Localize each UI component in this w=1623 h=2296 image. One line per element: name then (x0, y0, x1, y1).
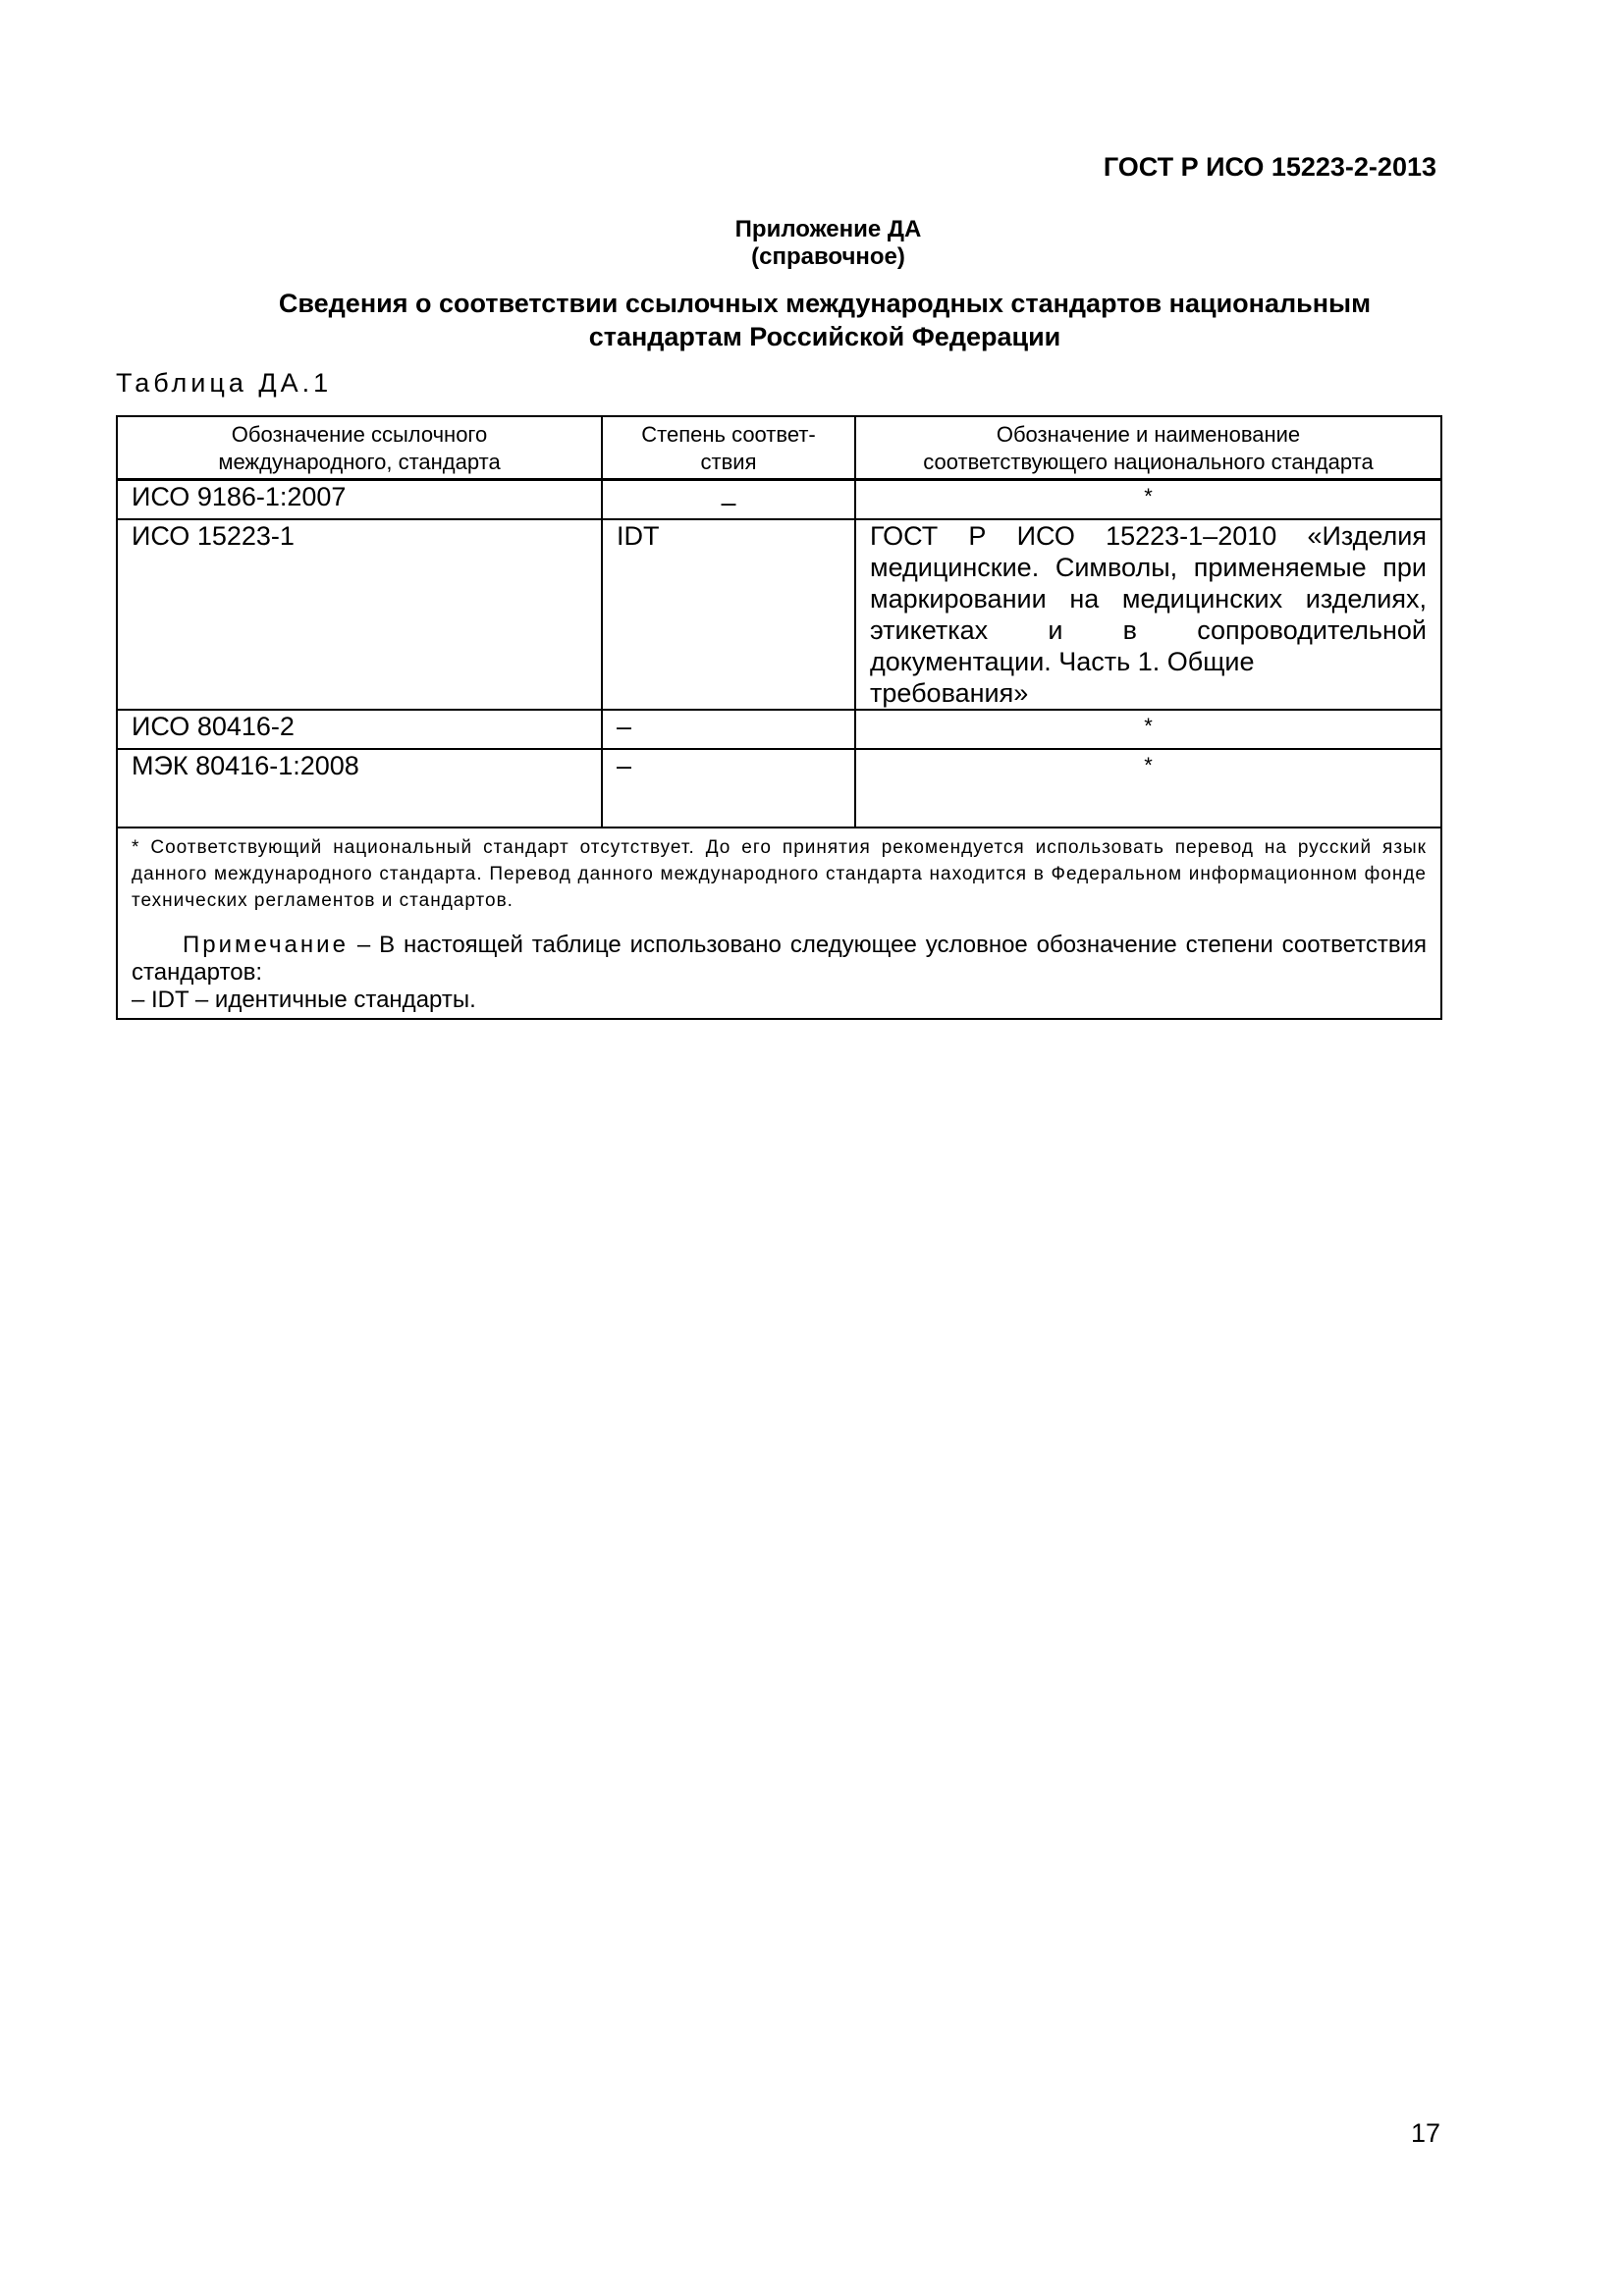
header-ref-line-2: международного, стандарта (218, 450, 501, 474)
cell-ref: МЭК 80416-1:2008 (117, 749, 602, 828)
table-header-row (117, 416, 1441, 480)
appendix-subtitle: (справочное) (751, 243, 905, 270)
header-degree (602, 416, 855, 480)
cell-ref: ИСО 9186-1:2007 (117, 480, 602, 520)
table-row (117, 710, 1441, 749)
note-label: Примечание (183, 932, 349, 958)
header-ref-line-1: Обозначение ссылочного (231, 422, 488, 447)
footnote: * Соответствующий национальный стандарт отсутствует. До его принятия рекомендуется использовать перевод на русский язык данного международного стандарта. Перевод данного международного стандарта находится в Федеральном информационном фонде технических регламентов и стандартов. (132, 837, 1427, 911)
table-row (117, 519, 1441, 710)
header-national-line-1: Обозначение и наименование (996, 422, 1301, 447)
table-label: Таблица ДА.1 (116, 368, 333, 398)
cell-national: * (855, 710, 1441, 749)
header-national-line-2: соответствующего национального стандарта (923, 450, 1374, 474)
cell-national (855, 519, 1441, 710)
page-number: 17 (1410, 2118, 1440, 2148)
cell-ref: ИСО 80416-2 (117, 710, 602, 749)
cell-degree: – (602, 480, 855, 520)
header-ref-standard (117, 416, 602, 480)
header-degree-line-2: ствия (700, 450, 757, 474)
section-title (236, 287, 1414, 353)
table-row (117, 480, 1441, 520)
header-degree-line-1: Степень соответ- (641, 422, 816, 447)
document-code: ГОСТ Р ИСО 15223-2-2013 (1103, 152, 1436, 182)
table-footer-row (117, 828, 1441, 1019)
cell-national: * (855, 480, 1441, 520)
note (132, 932, 1427, 987)
table-footer (117, 828, 1441, 1019)
correspondence-table (116, 415, 1442, 1020)
cell-national-text: ГОСТ Р ИСО 15223-1–2010 «Изделия медицинские. Символы, применяемые при маркировании на медицинских изделиях, этикетках и в сопроводительной документации. Часть 1. Общие (870, 521, 1427, 676)
cell-degree: – (602, 749, 855, 828)
section-title-line-1: Сведения о соответствии ссылочных международных стандартов национальным (278, 289, 1372, 318)
cell-degree: IDT (602, 519, 855, 710)
header-national-standard (855, 416, 1441, 480)
cell-national: * (855, 749, 1441, 828)
section-title-line-2: стандартам Российской Федерации (588, 322, 1061, 351)
cell-ref: ИСО 15223-1 (117, 519, 602, 710)
appendix-heading (0, 216, 1623, 271)
table-row (117, 749, 1441, 828)
cell-degree: – (602, 710, 855, 749)
appendix-title: Приложение ДА (734, 216, 922, 242)
note-item: – IDT – идентичные стандарты. (132, 987, 476, 1013)
note-text: – В настоящей таблице использовано следующее условное обозначение степени соответствия стандартов: (132, 932, 1427, 986)
cell-national-text-end: требования» (870, 678, 1029, 708)
